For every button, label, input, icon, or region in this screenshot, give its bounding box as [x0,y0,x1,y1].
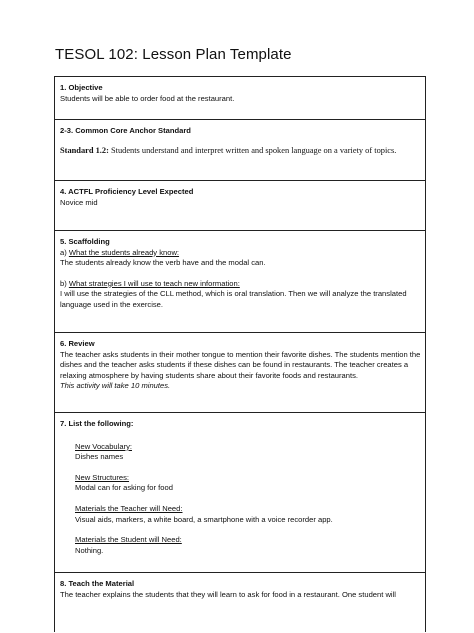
scaffolding-a-line [60,248,421,259]
actfl-text: Novice mid [60,197,98,207]
list-heading: 7. List the following: [60,419,134,428]
list-section [55,413,425,573]
standard-label: Standard 1.2: [60,145,109,155]
scaffolding-heading: 5. Scaffolding [60,237,110,246]
actfl-heading: 4. ACTFL Proficiency Level Expected [60,187,194,196]
list-item-label: New Vocabulary: [75,441,132,451]
list-items [60,442,421,557]
teach-heading: 8. Teach the Material [60,579,135,588]
scaffolding-b-text: I will use the strategies of the CLL method, which is oral translation. Then we will analyze the translated language used in the exercise. [60,289,407,309]
review-time-note: This activity will take 10 minutes. [60,381,171,391]
scaffolding-a-label: What the students already know: [68,247,180,257]
scaffolding-a-text: The students already know the verb have and the modal can. [60,258,266,268]
scaffolding-a-prefix: a) [60,247,69,257]
list-item-label: Materials the Teacher will Need: [75,503,183,513]
scaffolding-b-line [60,279,421,290]
review-heading: 6. Review [60,339,95,348]
teach-section [55,573,425,633]
objective-text: Students will be able to order food at the restaurant. [60,93,235,103]
standard-section [55,120,425,181]
teach-text: The teacher explains the students that they will learn to ask for food in a restaurant. One student will [60,589,396,599]
scaffolding-section [55,231,425,333]
objective-heading: 1. Objective [60,83,103,92]
list-item-value: Nothing. [75,545,104,555]
scaffolding-b-prefix: b) [60,278,69,288]
standard-text-block [60,145,421,156]
review-section [55,333,425,413]
scaffolding-b-label: What strategies I will use to teach new information: [68,278,240,288]
standard-heading: 2-3. Common Core Anchor Standard [60,126,191,135]
lesson-plan-table [54,76,426,632]
list-item-value: Modal can for asking for food [75,483,173,493]
list-item-label: New Structures: [75,472,130,482]
list-item-value: Dishes names [75,452,124,462]
actfl-section [55,181,425,231]
objective-section [55,77,425,120]
standard-text: Students understand and interpret written and spoken language on a variety of topics. [108,145,397,155]
page-title: TESOL 102: Lesson Plan Template [55,46,292,63]
list-item-label: Materials the Student will Need: [75,535,182,545]
list-item-value: Visual aids, markers, a white board, a smartphone with a voice recorder app. [75,514,333,524]
review-text: The teacher asks students in their mother tongue to mention their favorite dishes. The students mention the dishes and the teacher asks students if these dishes can be found in restaurants. The teacher creates a relaxing atmosphere by having students share about their favorite foods and restaurants. [60,349,421,380]
